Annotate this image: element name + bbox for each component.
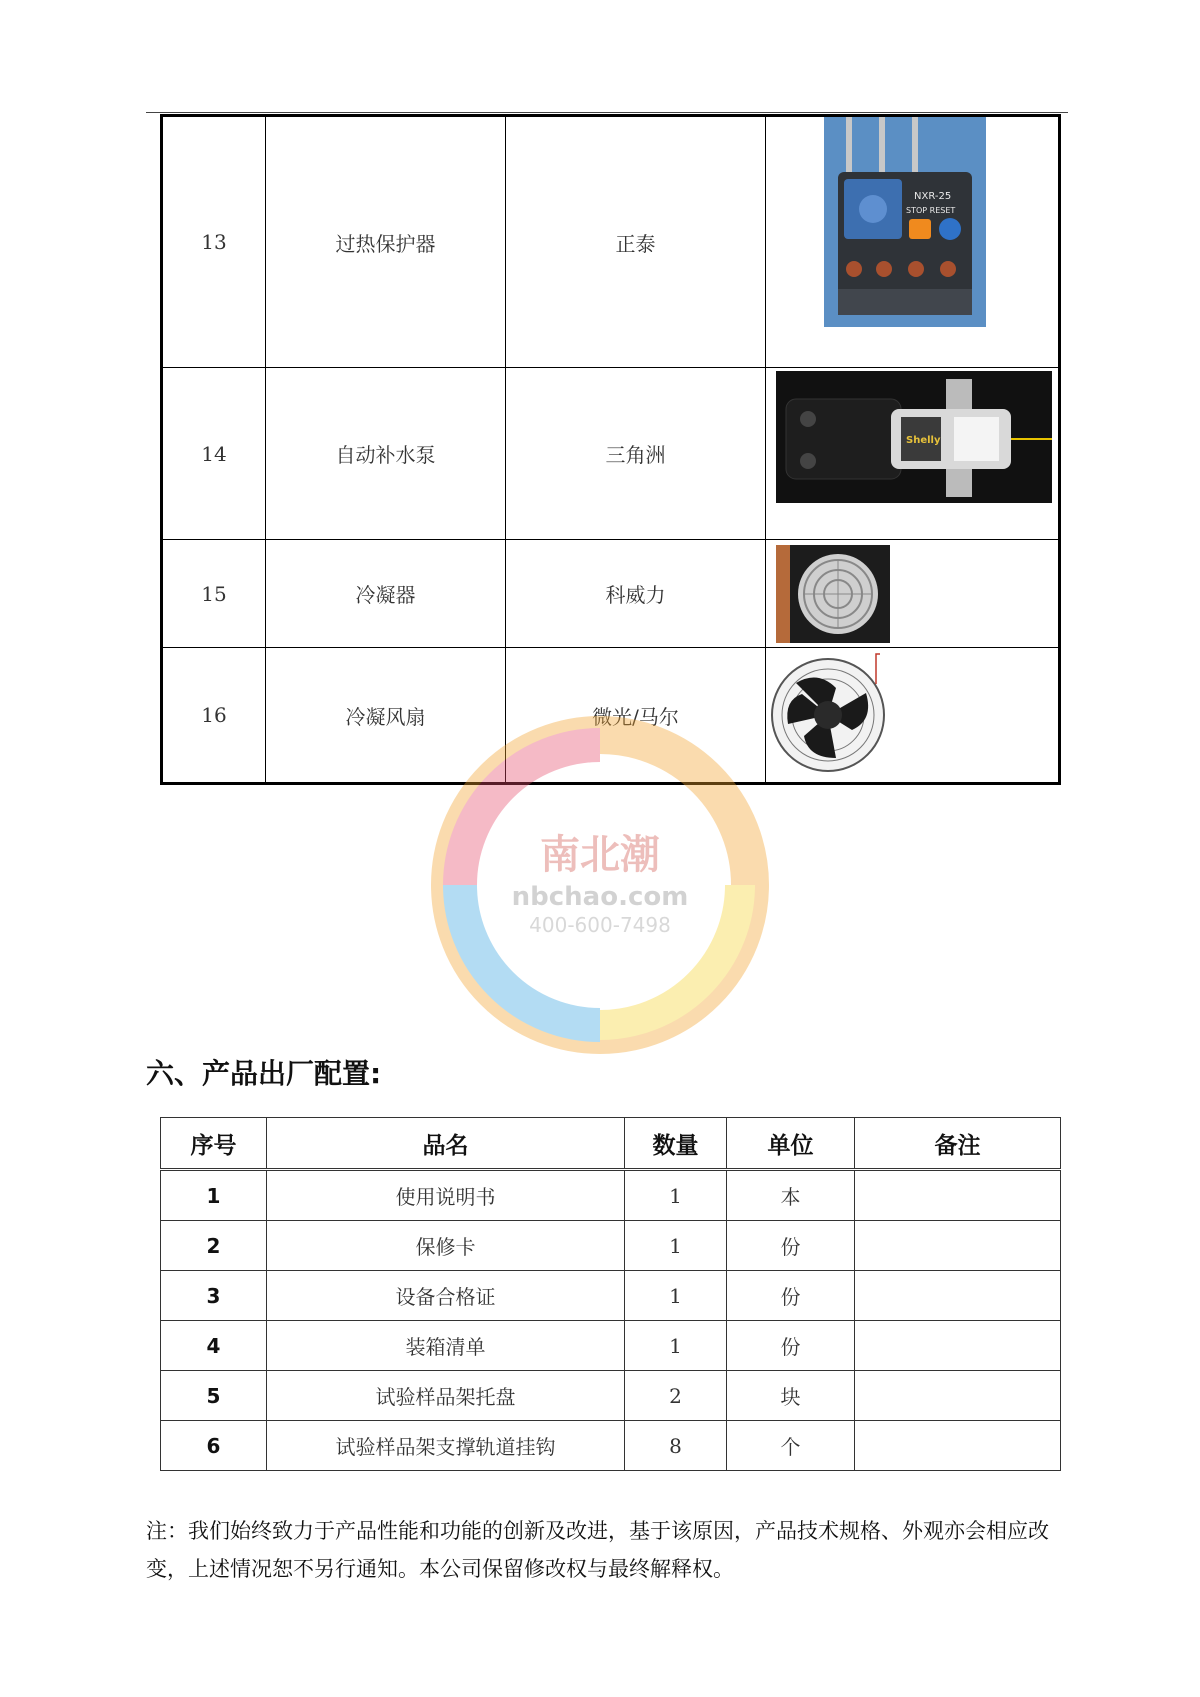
row-number: 16 [162, 648, 266, 784]
watermark-logo [400, 690, 800, 1080]
table-row [161, 1421, 1061, 1471]
row-index: 1 [161, 1170, 267, 1221]
row-index: 5 [161, 1371, 267, 1421]
item-name: 保修卡 [267, 1221, 625, 1271]
component-name: 冷凝器 [266, 540, 506, 648]
svg-text:Shelly: Shelly [906, 434, 941, 446]
item-quantity: 1 [625, 1321, 727, 1371]
item-remark [855, 1371, 1061, 1421]
item-unit: 份 [727, 1221, 855, 1271]
item-unit: 份 [727, 1271, 855, 1321]
item-unit: 个 [727, 1421, 855, 1471]
header-remark: 备注 [855, 1118, 1061, 1170]
component-image-cell [766, 116, 1060, 368]
svg-text:NXR-25: NXR-25 [914, 191, 952, 202]
row-index: 6 [161, 1421, 267, 1471]
svg-text:南北潮: 南北潮 [540, 831, 660, 878]
row-number: 15 [162, 540, 266, 648]
config-table [160, 1117, 1061, 1471]
header-index: 序号 [161, 1118, 267, 1170]
item-remark [855, 1421, 1061, 1471]
table-header-row [161, 1118, 1061, 1170]
component-image-cell [766, 648, 1060, 784]
item-quantity: 1 [625, 1271, 727, 1321]
condenser-image [766, 541, 1060, 647]
header-name: 品名 [267, 1118, 625, 1170]
table-row [161, 1321, 1061, 1371]
item-remark [855, 1170, 1061, 1221]
table-row [162, 368, 1060, 540]
component-brand: 正泰 [506, 116, 766, 368]
component-image-cell [766, 540, 1060, 648]
table-row [162, 540, 1060, 648]
item-remark [855, 1321, 1061, 1371]
component-brand: 三角洲 [506, 368, 766, 540]
row-index: 4 [161, 1321, 267, 1371]
component-name: 冷凝风扇 [266, 648, 506, 784]
row-number: 13 [162, 116, 266, 368]
table-row [161, 1371, 1061, 1421]
svg-text:400-600-7498: 400-600-7498 [529, 913, 671, 937]
item-remark [855, 1271, 1061, 1321]
item-name: 试验样品架托盘 [267, 1371, 625, 1421]
item-quantity: 1 [625, 1170, 727, 1221]
thermal-overload-relay-image [766, 117, 1060, 367]
item-quantity: 1 [625, 1221, 727, 1271]
item-unit: 本 [727, 1170, 855, 1221]
row-number: 14 [162, 368, 266, 540]
table-row [161, 1271, 1061, 1321]
component-brand: 科威力 [506, 540, 766, 648]
item-name: 设备合格证 [267, 1271, 625, 1321]
page-top-rule [146, 112, 1068, 113]
row-index: 2 [161, 1221, 267, 1271]
component-brand: 微光/马尔 [506, 648, 766, 784]
component-name: 过热保护器 [266, 116, 506, 368]
component-name: 自动补水泵 [266, 368, 506, 540]
table-row [161, 1170, 1061, 1221]
item-quantity: 8 [625, 1421, 727, 1471]
item-remark [855, 1221, 1061, 1271]
item-name: 使用说明书 [267, 1170, 625, 1221]
item-quantity: 2 [625, 1371, 727, 1421]
components-table [160, 114, 1061, 785]
water-pump-image [766, 369, 1060, 539]
component-image-cell [766, 368, 1060, 540]
item-unit: 份 [727, 1321, 855, 1371]
svg-text:STOP RESET: STOP RESET [906, 206, 956, 215]
condenser-fan-image [766, 648, 1060, 782]
header-quantity: 数量 [625, 1118, 727, 1170]
item-name: 装箱清单 [267, 1321, 625, 1371]
header-unit: 单位 [727, 1118, 855, 1170]
svg-text:nbchao.com: nbchao.com [511, 882, 689, 912]
disclaimer-note: 注：我们始终致力于产品性能和功能的创新及改进，基于该原因，产品技术规格、外观亦会相应改变，上述情况恕不另行通知。本公司保留修改权与最终解释权。 [146, 1519, 1049, 1581]
section-title: 六、产品出厂配置: [146, 1057, 382, 1090]
table-row [162, 116, 1060, 368]
table-row [161, 1221, 1061, 1271]
item-unit: 块 [727, 1371, 855, 1421]
row-index: 3 [161, 1271, 267, 1321]
item-name: 试验样品架支撑轨道挂钩 [267, 1421, 625, 1471]
